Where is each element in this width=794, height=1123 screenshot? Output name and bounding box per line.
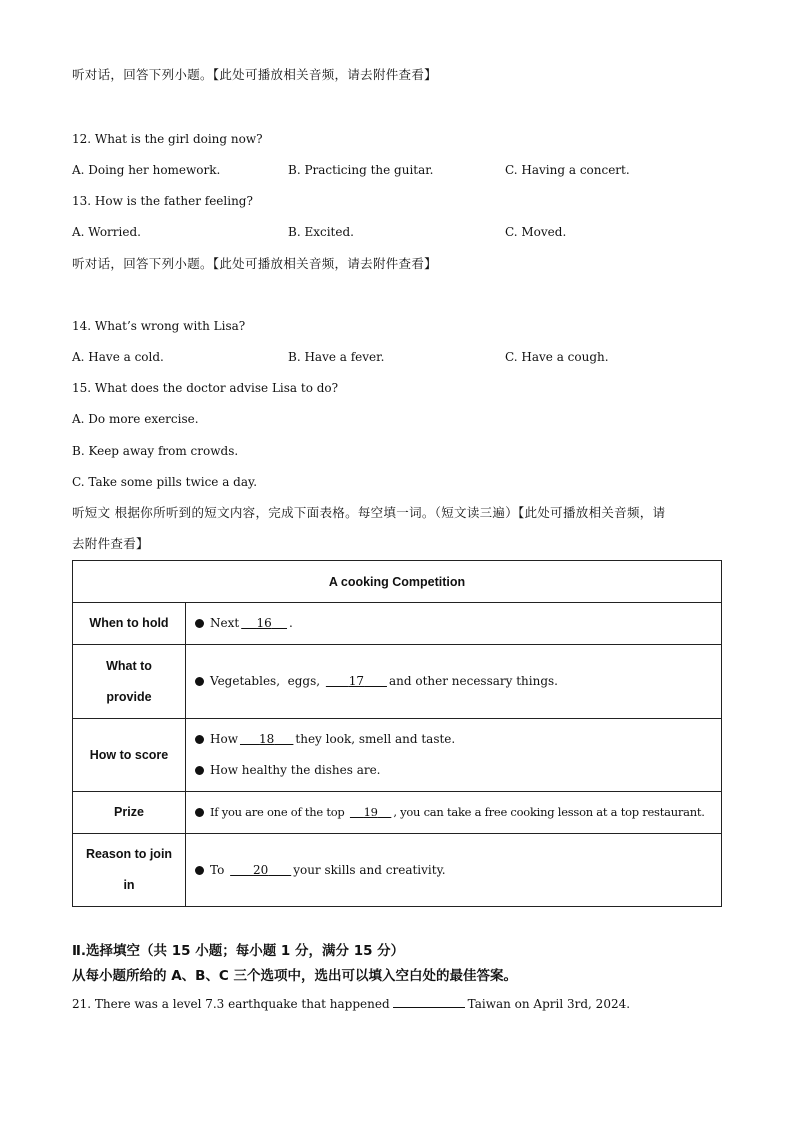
answer-blank-21[interactable] [393,995,465,1008]
bullet-icon [195,866,204,875]
blank-20[interactable]: 20 [253,862,269,877]
section-2-title: Ⅱ.选择填空（共 15 小题；每小题 1 分，满分 15 分） [72,943,405,959]
row-content: Vegetables, eggs, 17 and other necessary things. [195,666,721,697]
q13-option-b: B. Excited. [288,225,354,239]
listening-instruction-3: 听短文 根据你所听到的短文内容，完成下面表格。每空填一词。（短文读三遍）【此处可播放相关音频，请 [72,505,666,520]
cooking-competition-table [72,560,722,907]
row-content: To 20 your skills and creativity. [195,855,721,886]
row-content: Next 16 . [195,608,721,639]
q13-option-c: C. Moved. [505,225,567,239]
question-14: 14. What’s wrong with Lisa? [72,319,246,333]
question-15: 15. What does the doctor advise Lisa to do? [72,381,339,395]
table-row [73,719,722,792]
q12-option-c: C. Having a concert. [505,163,630,177]
table-row [73,792,722,834]
q12-option-a: A. Doing her homework. [72,163,221,177]
listening-instruction-2: 听对话，回答下列小题。【此处可播放相关音频，请去附件查看】 [72,256,437,271]
row-content: If you are one of the top 19 , you can take a free cooking lesson at a top restaurant. [195,797,721,828]
blank-17[interactable]: 17 [348,674,365,688]
blank-16[interactable]: 16 [256,616,272,630]
table-row [73,645,722,719]
table-row [73,834,722,907]
q14-option-a: A. Have a cold. [72,350,164,364]
blank-18[interactable]: 18 [259,732,275,746]
row-label: Reason to join in [73,834,186,907]
table-row [73,603,722,645]
table-title: A cooking Competition [73,561,722,603]
section-2-instruction: 从每小题所给的 A、B、C 三个选项中，选出可以填入空白处的最佳答案。 [72,968,518,984]
row-content-extra: How healthy the dishes are. [195,755,721,786]
q14-option-b: B. Have a fever. [288,350,385,364]
bullet-icon [195,808,204,817]
bullet-icon [195,766,204,775]
row-content: How 18 they look, smell and taste. [195,724,721,755]
q15-option-b: B. Keep away from crowds. [72,444,239,458]
q15-option-a: A. Do more exercise. [72,412,199,426]
question-13: 13. How is the father feeling? [72,194,253,208]
listening-instruction-1: 听对话，回答下列小题。【此处可播放相关音频，请去附件查看】 [72,67,437,82]
row-label: Prize [73,792,186,834]
row-label: What to provide [73,645,186,719]
bullet-icon [195,677,204,686]
bullet-icon [195,735,204,744]
row-label: When to hold [73,603,186,645]
blank-19[interactable]: 19 [363,805,378,819]
bullet-icon [195,619,204,628]
q12-option-b: B. Practicing the guitar. [288,163,434,177]
listening-instruction-3-cont: 去附件查看】 [72,536,149,551]
q13-option-a: A. Worried. [72,225,141,239]
q15-option-c: C. Take some pills twice a day. [72,475,258,489]
question-21: 21. There was a level 7.3 earthquake that happened Taiwan on April 3rd, 2024. [72,997,631,1011]
row-label: How to score [73,719,186,792]
q14-option-c: C. Have a cough. [505,350,609,364]
question-12: 12. What is the girl doing now? [72,132,263,146]
